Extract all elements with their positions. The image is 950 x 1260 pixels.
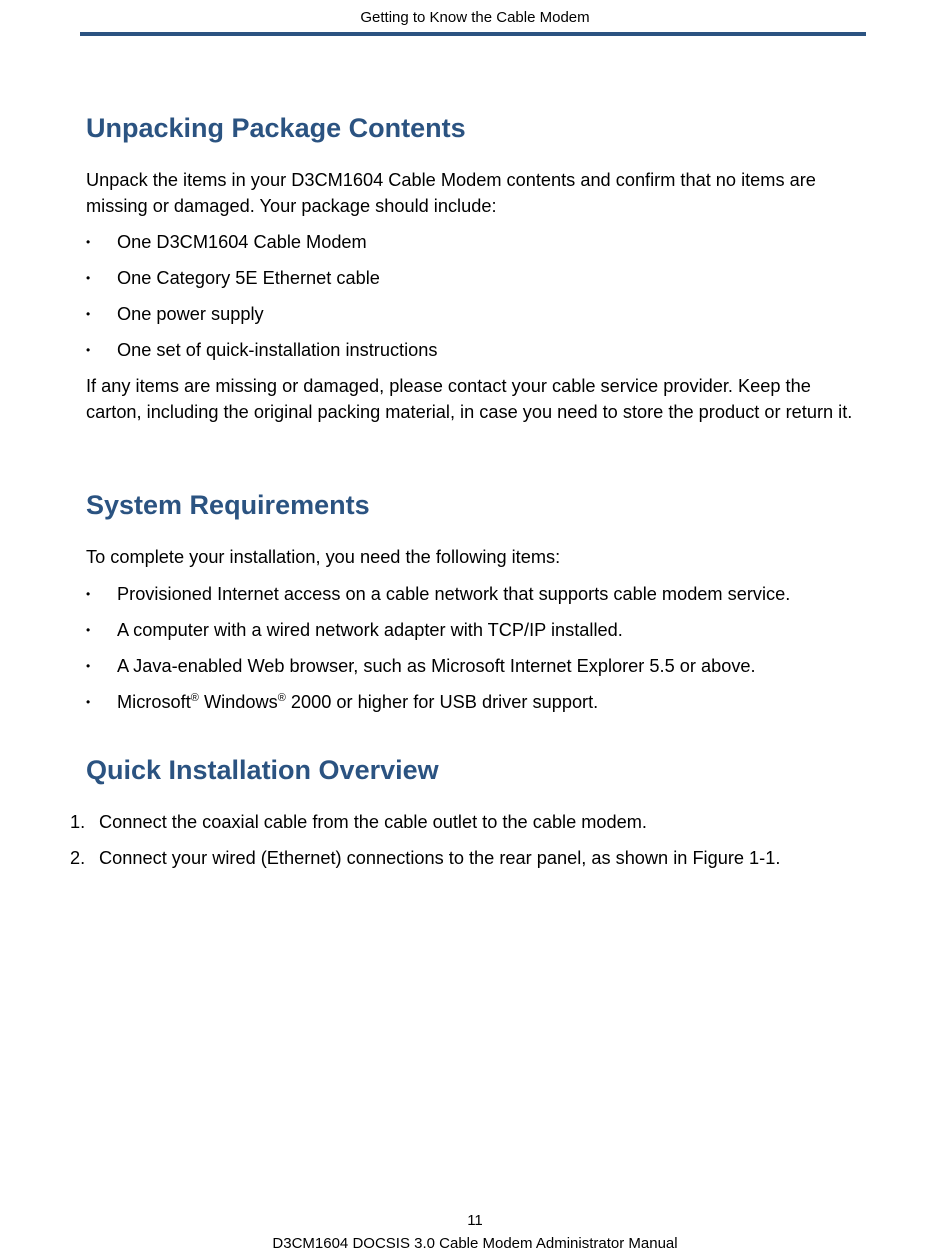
list-item [70, 809, 870, 845]
unpacking-intro-paragraph: Unpack the items in your D3CM1604 Cable Modem contents and confirm that no items are missing or damaged. Your package should include: [86, 170, 816, 216]
list-item-text: One power supply [117, 304, 264, 324]
unpacking-outro-paragraph: If any items are missing or damaged, please contact your cable service provider. Keep the carton, including the original packing material, in case you need to store the product or return it. [86, 376, 853, 422]
microsoft-text: Microsoft [117, 692, 191, 712]
header-rule [80, 32, 866, 36]
list-item-text [117, 689, 598, 715]
usb-support-text: 2000 or higher for USB driver support. [285, 692, 599, 712]
list-item [70, 845, 870, 881]
bullet-icon: • [86, 271, 91, 285]
list-item-text: One set of quick-installation instructions [117, 340, 438, 360]
section-heading-system-requirements: System Requirements [86, 490, 370, 520]
list-item [86, 337, 866, 373]
requirements-list [86, 581, 866, 725]
list-item [86, 265, 866, 301]
package-contents-list [86, 229, 866, 373]
list-item [86, 229, 866, 265]
bullet-icon: • [86, 623, 91, 637]
step-text: Connect your wired (Ethernet) connections to the rear panel, as shown in Figure 1-1. [99, 848, 781, 868]
installation-steps-list [70, 809, 870, 881]
bullet-icon: • [86, 587, 91, 601]
list-item [86, 653, 866, 689]
step-number: 2. [70, 848, 86, 868]
list-item-text: Provisioned Internet access on a cable network that supports cable modem service. [117, 584, 791, 604]
step-text: Connect the coaxial cable from the cable outlet to the cable modem. [99, 812, 647, 832]
bullet-icon: • [86, 235, 91, 249]
bullet-icon: • [86, 343, 91, 357]
bullet-icon: • [86, 307, 91, 321]
registered-mark: ® [277, 692, 286, 704]
bullet-icon: • [86, 695, 91, 709]
section-heading-unpacking: Unpacking Package Contents [86, 113, 466, 143]
running-header: Getting to Know the Cable Modem [360, 9, 590, 26]
step-number: 1. [70, 812, 86, 832]
list-item [86, 617, 866, 653]
list-item [86, 581, 866, 617]
list-item-text: One Category 5E Ethernet cable [117, 268, 380, 288]
registered-mark: ® [190, 692, 199, 704]
list-item [86, 301, 866, 337]
list-item-text: A Java-enabled Web browser, such as Microsoft Internet Explorer 5.5 or above. [117, 656, 756, 676]
list-item-text: A computer with a wired network adapter with TCP/IP installed. [117, 620, 623, 640]
footer-manual-title: D3CM1604 DOCSIS 3.0 Cable Modem Administrator Manual [272, 1235, 678, 1252]
requirements-intro-paragraph: To complete your installation, you need the following items: [86, 547, 561, 567]
windows-text: Windows [198, 692, 278, 712]
page-number: 11 [467, 1212, 483, 1229]
bullet-icon: • [86, 659, 91, 673]
section-heading-quick-installation: Quick Installation Overview [86, 755, 439, 785]
list-item-text: One D3CM1604 Cable Modem [117, 232, 367, 252]
list-item [86, 689, 866, 725]
